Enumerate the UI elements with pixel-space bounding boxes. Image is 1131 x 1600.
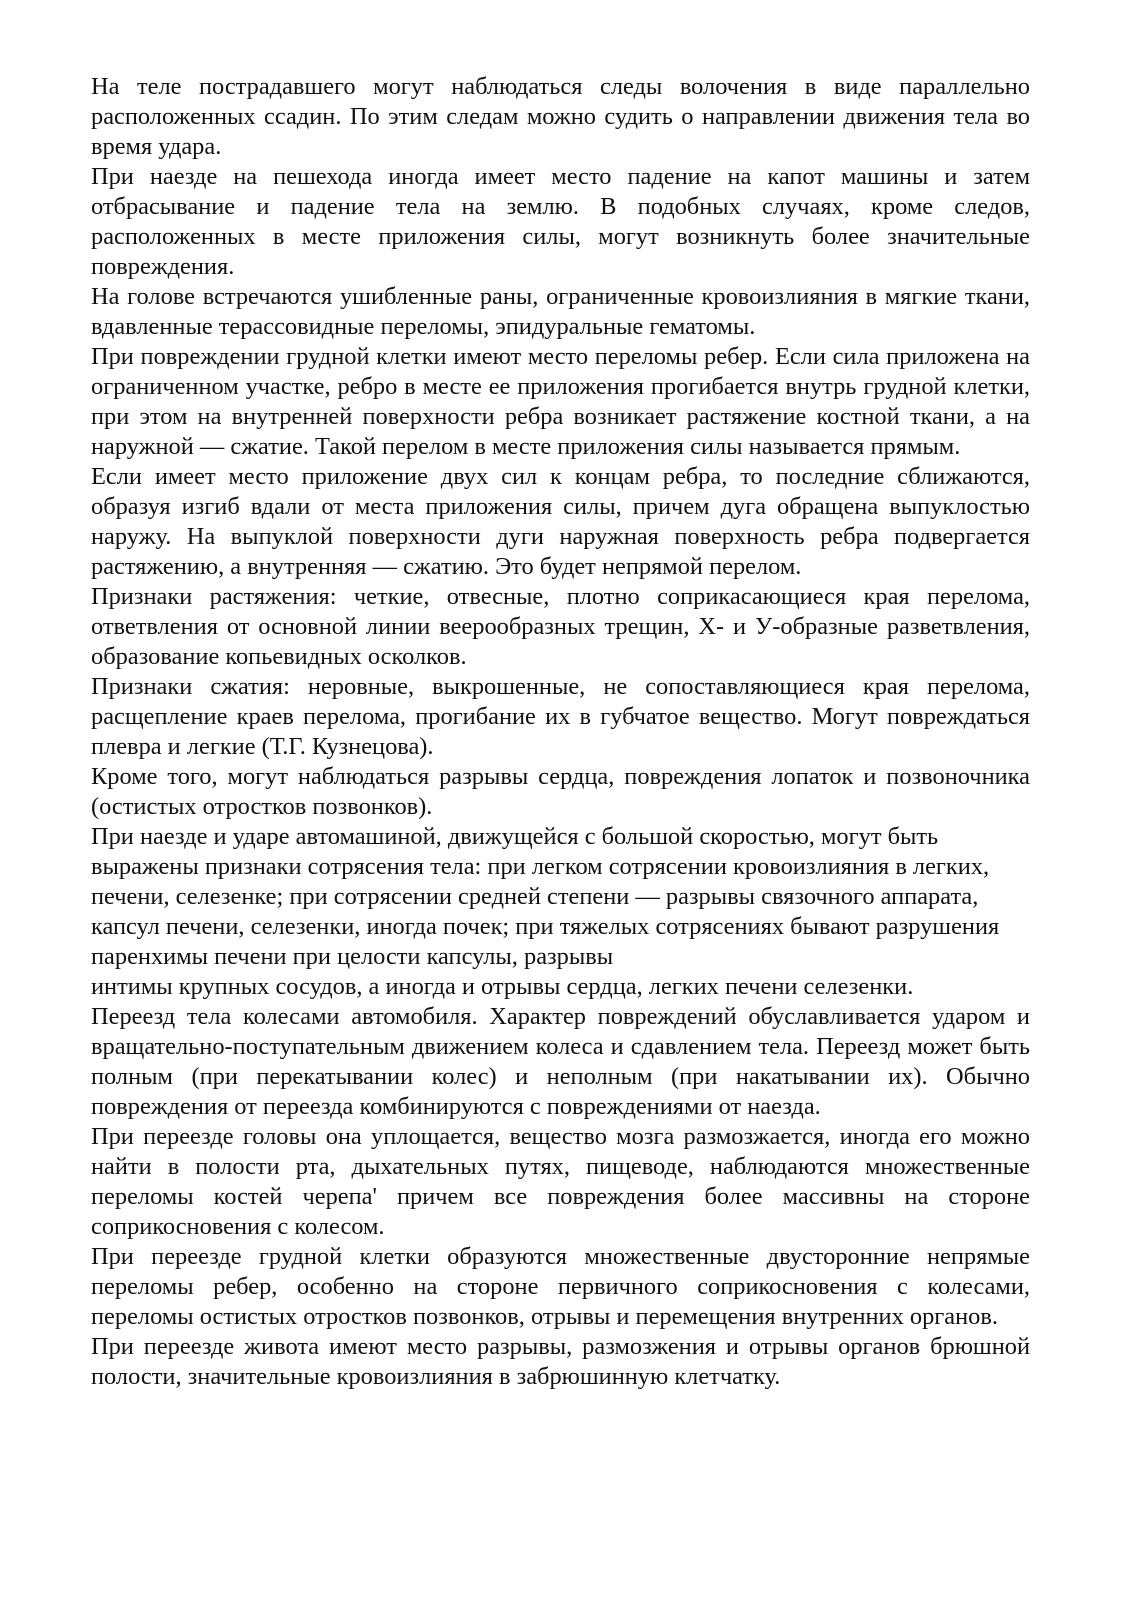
paragraph-indirect-fracture: Если имеет место приложение двух сил к концам ребра, то последние сближаются, образуя изгиб вдали от места приложения силы, причем дуга обращена выпуклостью наружу. На выпуклой поверхности дуги наружная поверхность ребра подвергается растяжению, а внутренняя — сжатию. Это будет непрямой перелом. [91, 463, 1030, 580]
paragraph-abdomen-runover: При переезде живота имеют место разрывы, размозжения и отрывы органов брюшной полости, значительные кровоизлияния в забрюшинную клетчатку. [91, 1333, 1030, 1390]
document-page [91, 72, 1030, 1392]
paragraph-head-injuries: На голове встречаются ушибленные раны, ограниченные кровоизлияния в мягкие ткани, вдавленные терассовидные переломы, эпидуральные гематомы. [91, 283, 1030, 340]
paragraph-chest-direct-fracture: При повреждении грудной клетки имеют место переломы ребер. Если сила приложена на ограниченном участке, ребро в месте ее приложения прогибается внутрь грудной клетки, при этом на внутренней поверхности ребра возникает растяжение костной ткани, а на наружной — сжатие. Такой перелом в месте приложения силы называется прямым. [91, 343, 1030, 460]
paragraph-pedestrian-hood: При наезде на пешехода иногда имеет место падение на капот машины и затем отбрасывание и падение тела на землю. В подобных случаях, кроме следов, расположенных в месте приложения силы, могут возникнуть более значительные повреждения. [91, 163, 1030, 280]
paragraph-vessels: интимы крупных сосудов, а иногда и отрывы сердца, легких печени селезенки. [91, 973, 914, 1000]
paragraph-compression-signs: Признаки сжатия: неровные, выкрошенные, не сопоставляющиеся края перелома, расщепление краев перелома, прогибание их в губчатое вещество. Могут повреждаться плевра и легкие (Т.Г. Кузнецова). [91, 673, 1030, 760]
paragraph-head-runover: При переезде головы она уплощается, вещество мозга размозжается, иногда его можно найти в полости рта, дыхательных путях, пищеводе, наблюдаются множественные переломы костей черепа' причем все повреждения более массивны на стороне соприкосновения с колесом. [91, 1123, 1030, 1240]
paragraph-drag-marks: На теле пострадавшего могут наблюдаться следы волочения в виде параллельно расположенных ссадин. По этим следам можно судить о направлении движения тела во время удара. [91, 73, 1030, 160]
paragraph-heart-spine: Кроме того, могут наблюдаться разрывы сердца, повреждения лопаток и позвоночника (остистых отростков позвонков). [91, 763, 1030, 820]
paragraph-chest-runover: При переезде грудной клетки образуются множественные двусторонние непрямые переломы ребер, особенно на стороне первичного соприкосновения с колесами, переломы остистых отростков позвонков, отрывы и перемещения внутренних органов. [91, 1243, 1030, 1330]
paragraph-stretch-signs: Признаки растяжения: четкие, отвесные, плотно соприкасающиеся края перелома, ответвления от основной линии веерообразных трещин, Х- и У-образные разветвления, образование копьевидных осколков. [91, 583, 1030, 670]
paragraph-wheel-runover: Переезд тела колесами автомобиля. Характер повреждений обуславливается ударом и вращательно-поступательным движением колеса и сдавлением тела. Переезд может быть полным (при перекатывании колес) и неполным (при накатывании их). Обычно повреждения от переезда комбинируются с повреждениями от наезда. [91, 1003, 1030, 1120]
paragraph-body-concussion: При наезде и ударе автомашиной, движущейся с большой скоростью, могут быть выражены признаки сотрясения тела: при легком сотрясении кровоизлияния в легких, печени, селезенке; при сотрясении средней степени — разрывы связочного аппарата, капсул печени, селезенки, иногда почек; при тяжелых сотрясениях бывают разрушения паренхимы печени при целости капсулы, разрывы [91, 823, 1000, 970]
